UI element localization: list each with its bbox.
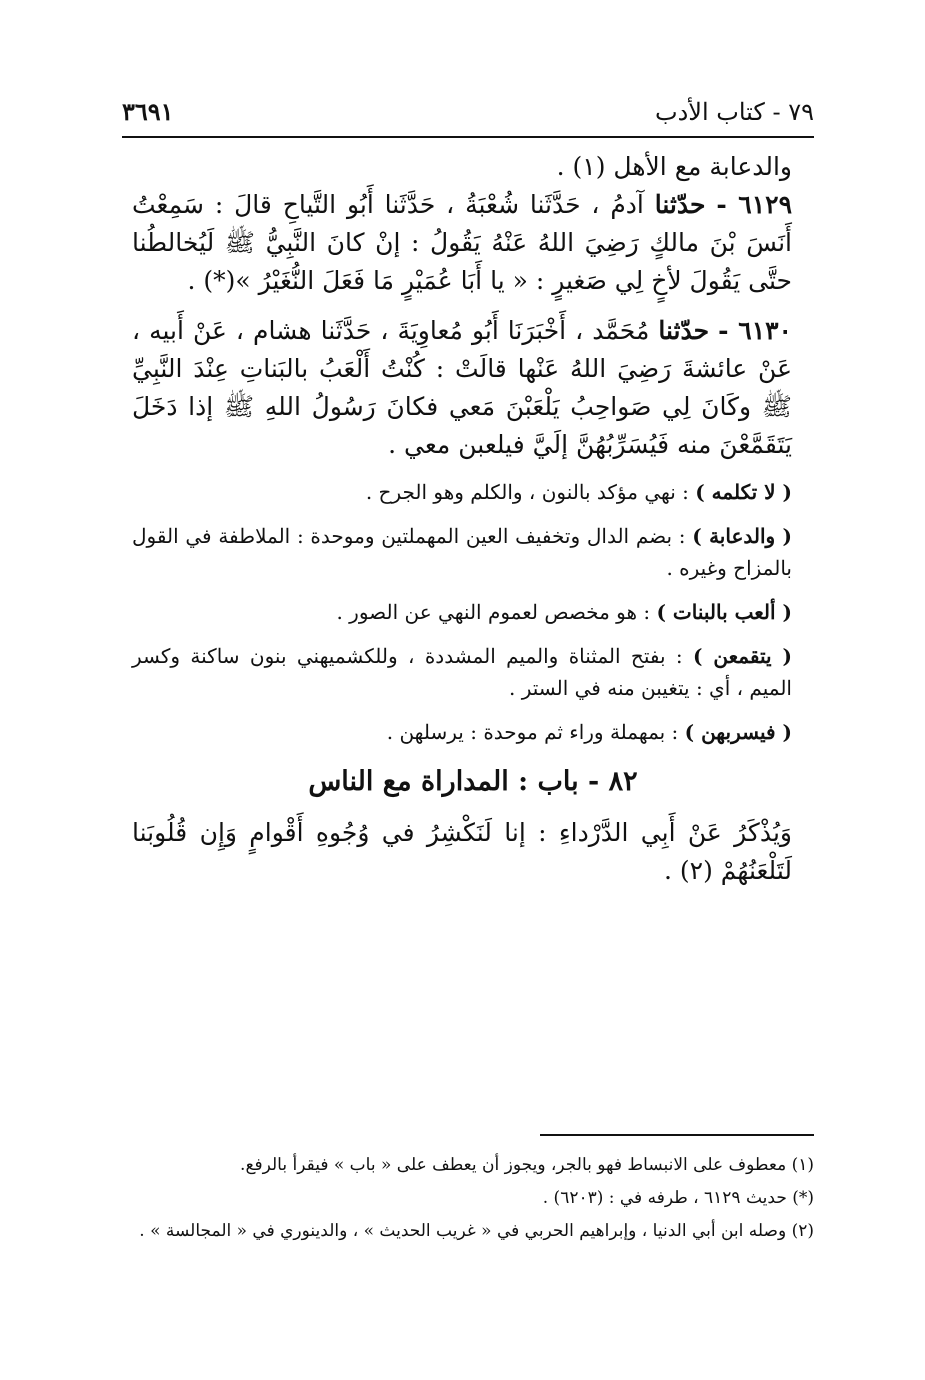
hadith-number: ٦١٢٩ -	[716, 190, 793, 219]
hadith-lead: حدّثنا	[654, 190, 706, 219]
hadith-lead: حدّثنا	[658, 316, 710, 345]
gloss-term: ( لا تكلمه )	[695, 480, 792, 504]
header-rule	[122, 136, 814, 138]
hadith-6130	[132, 312, 814, 464]
gloss-text: : هو مخصص لعموم النهي عن الصور .	[336, 600, 657, 624]
hadith-number: ٦١٣٠ -	[718, 316, 792, 345]
main-text	[132, 148, 814, 890]
gloss-term: ( والدعابة )	[692, 524, 792, 548]
gloss-text: : بمهملة وراء ثم موحدة : يرسلهن .	[386, 720, 685, 744]
footnote-rule	[540, 1134, 814, 1136]
chapter-heading: ٨٢ - باب : المداراة مع الناس	[308, 766, 638, 797]
footnote-item: (*) حديث ٦١٢٩ ، طرفه في : (٦٢٠٣) .	[542, 1188, 814, 1208]
gloss-item	[132, 596, 814, 628]
hadith-text: آدمُ ، حَدَّثَنا شُعْبَةُ ، حَدَّثَنا أَبُو التَّياحِ قالَ : سَمِعْتُ أَنَسَ بْنَ مالكٍ رَضِيَ اللهُ عَنْهُ يَقُولُ : إنْ كانَ النَّبِيُّ ﷺ لَيُخالطُنا حتَّى يَقُولَ لأخٍ لِي صَغيرٍ : « يا أَبَا عُمَيْرٍ مَا فَعَلَ النُّغَيْرُ »(*) .	[132, 190, 792, 295]
hadith-6129	[132, 186, 814, 300]
gloss-term: ( ألعب بالبنات )	[656, 600, 792, 624]
gloss-item	[132, 716, 814, 748]
footnote-item: (٢) وصله ابن أبي الدنيا ، وإبراهيم الحربي في « غريب الحديث » ، والدينوري في « المجالسة » .	[139, 1221, 814, 1241]
gloss-text: : بضم الدال وتخفيف العين المهملتين وموحدة : الملاطفة في القول بالمزاح وغيره .	[132, 524, 792, 580]
footnote-item: (١) معطوف على الانبساط فهو بالجر، ويجوز أن يعطف على « باب » فيقرأ بالرفع.	[240, 1155, 814, 1175]
chapter-text: وَيُذْكَرُ عَنْ أَبِي الدَّرْداءِ : إنا لَنَكْشِرُ في وُجُوهِ أَقْوامٍ وَإِن قُلُوبَنا لَتَلْعَنُهُمْ (٢) .	[132, 818, 792, 885]
gloss-item	[132, 476, 814, 508]
intro-line: والدعابة مع الأهل (١) .	[556, 152, 792, 181]
running-title: ٧٩ - كتاب الأدب	[655, 98, 814, 126]
page-header	[122, 86, 814, 126]
gloss-text: : بفتح المثناة والميم المشددة ، وللكشميهني بنون ساكنة وكسر الميم ، أي : يتغيبن منه في الستر .	[132, 644, 792, 700]
gloss-term: ( يتقمعن )	[692, 644, 792, 668]
gloss-term: ( فيسربهن )	[684, 720, 792, 744]
gloss-text: : نهي مؤكد بالنون ، والكلم وهو الجرح .	[365, 480, 696, 504]
footnotes	[132, 1150, 814, 1249]
gloss-item	[132, 520, 814, 584]
gloss-item	[132, 640, 814, 704]
hadith-text: مُحَمَّد ، أَخْبَرَنَا أَبُو مُعاوِيَةَ ، حَدَّثَنا هشام ، عَنْ أَبيه ، عَنْ عائشةَ رَضِيَ اللهُ عَنْها قالَتْ : كُنْتُ أَلْعَبُ بالبَناتِ عِنْدَ النَّبِيِّ ﷺ وكَانَ لِي صَواحِبُ يَلْعَبْنَ مَعي فكانَ رَسُولُ اللهِ ﷺ إذا دَخَلَ يَتَقَمَّعْنَ منه فَيُسَرِّبُهُنَّ إلَيَّ فيلعبن معي .	[132, 316, 792, 459]
page-number: ٣٦٩١	[122, 97, 174, 126]
